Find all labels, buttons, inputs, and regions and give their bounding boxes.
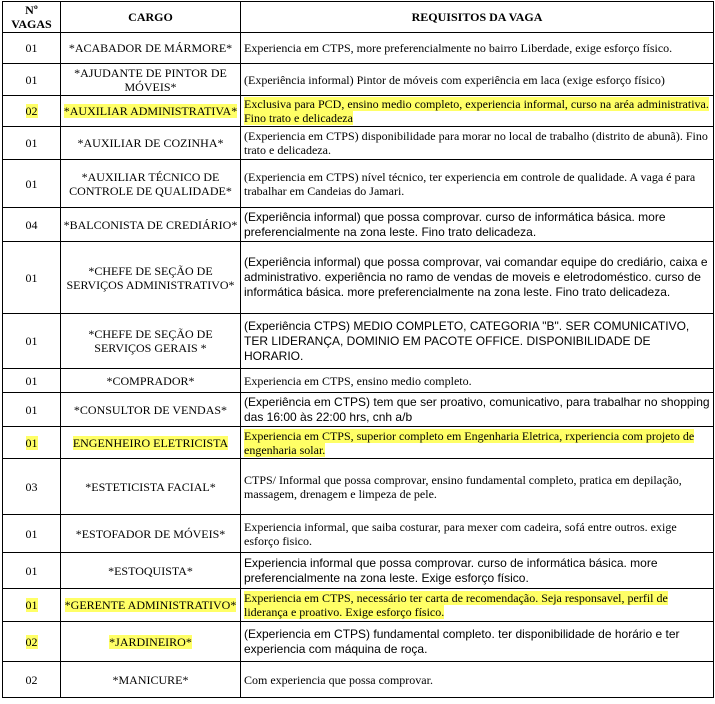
table-row [3,427,714,459]
table-row [3,459,714,515]
vagas-cell: 03 [3,459,61,515]
cargo-cell: *MANICURE* [61,662,241,698]
header-vagas: Nº VAGAS [3,2,61,33]
vagas-cell: 01 [3,242,61,314]
requisitos-cell: Experiencia informal, que saiba costurar, para mexer com cadeira, sofá entre outros. exige esforço fisico. [241,515,714,553]
highlighted-text: *GERENTE ADMINISTRATIVO* [64,598,237,612]
cargo-cell [61,589,241,622]
table-row [3,127,714,160]
cargo-cell [61,427,241,459]
vagas-cell: 01 [3,393,61,427]
header-row [3,2,714,33]
table-row [3,242,714,314]
highlighted-text: *JARDINEIRO* [109,634,192,649]
highlighted-text: ENGENHEIRO ELETRICISTA [72,435,229,450]
cargo-cell [61,622,241,662]
highlighted-text: 01 [25,598,38,612]
requisitos-cell [241,96,714,127]
table-row [3,515,714,553]
table-row [3,208,714,242]
requisitos-cell: Experiencia informal que possa comprovar. curso de informática básica. more preferencialmente na zona leste. Exige esforço físico. [241,553,714,589]
table-row [3,662,714,698]
highlighted-text: 02 [25,104,38,118]
highlighted-text: 01 [25,435,38,450]
cargo-cell [61,96,241,127]
cargo-cell: *CHEFE DE SEÇÃO DE SERVIÇOS ADMINISTRATIVO* [61,242,241,314]
table-row [3,96,714,127]
requisitos-cell [241,427,714,459]
cargo-cell: *AJUDANTE DE PINTOR DE MÓVEIS* [61,64,241,96]
vagas-cell: 01 [3,553,61,589]
requisitos-cell: Com experiencia que possa comprovar. [241,662,714,698]
vagas-cell: 01 [3,369,61,393]
vagas-cell [3,427,61,459]
vagas-cell: 04 [3,208,61,242]
vagas-cell: 01 [3,127,61,160]
requisitos-cell: (Experiencia em CTPS) nível técnico, ter experiencia em controle de qualidade. A vaga é para trabalhar em Candeias do Jamari. [241,160,714,208]
cargo-cell: *ACABADOR DE MÁRMORE* [61,33,241,64]
vagas-cell: 01 [3,64,61,96]
table-row [3,369,714,393]
vagas-cell [3,96,61,127]
highlighted-text: Experiencia em CTPS, superior completo em Engenharia Eletrica, rxperiencia com projeto de engenharia solar. [244,428,695,457]
requisitos-cell: (Experiência em CTPS) tem que ser proativo, comunicativo, para trabalhar no shopping das 16:00 às 22:00 hrs, cnh a/b [241,393,714,427]
table-row [3,314,714,369]
table-row [3,393,714,427]
cargo-cell: *AUXILIAR TÉCNICO DE CONTROLE DE QUALIDADE* [61,160,241,208]
highlighted-text: Exclusiva para PCD, ensino medio completo, experiencia informal, curso na aréa administrativa. Fino trato e delicadeza [244,97,709,125]
requisitos-cell: Experiencia em CTPS, ensino medio completo. [241,369,714,393]
requisitos-cell: (Experiência CTPS) MEDIO COMPLETO, CATEGORIA "B". SER COMUNICATIVO, TER LIDERANÇA, DOMINIO EM PACOTE OFFICE. DISPONIBILIDADE DE HORARIO. [241,314,714,369]
header-cargo: CARGO [61,2,241,33]
vagas-cell: 01 [3,160,61,208]
table-row [3,64,714,96]
cargo-cell: *CONSULTOR DE VENDAS* [61,393,241,427]
cargo-cell: *ESTOFADOR DE MÓVEIS* [61,515,241,553]
highlighted-text: Experiencia em CTPS, necessário ter carta de recomendação. Seja responsavel, perfil de liderança e proativo. Exige esforço físico. [244,591,668,619]
vagas-cell: 01 [3,33,61,64]
vagas-cell [3,589,61,622]
requisitos-cell: (Experiência informal) que possa comprovar, vai comandar equipe do crediário, caixa e administrativo. experiência no ramo de vendas de moveis e eletrodoméstico. curso de informática básica. more preferencialmente na zona leste. Fino trato delicadeza. [241,242,714,314]
table-row [3,622,714,662]
cargo-cell: *COMPRADOR* [61,369,241,393]
vagas-cell [3,622,61,662]
requisitos-cell: (Experiencia em CTPS) fundamental completo. ter disponibilidade de horário e ter experiencia com máquina de roça. [241,622,714,662]
cargo-cell: *BALCONISTA DE CREDIÁRIO* [61,208,241,242]
highlighted-text: *AUXILIAR ADMINISTRATIVA* [63,104,238,118]
job-vacancies-table [2,1,714,698]
cargo-cell: *AUXILIAR DE COZINHA* [61,127,241,160]
vagas-cell: 02 [3,662,61,698]
header-requisitos: REQUISITOS DA VAGA [241,2,714,33]
highlighted-text: 02 [25,634,38,649]
cargo-cell: *ESTETICISTA FACIAL* [61,459,241,515]
vagas-cell: 01 [3,515,61,553]
table-row [3,160,714,208]
cargo-cell: *CHEFE DE SEÇÃO DE SERVIÇOS GERAIS * [61,314,241,369]
table-row [3,589,714,622]
requisitos-cell: CTPS/ Informal que possa comprovar, ensino fundamental completo, pratica em depilação, massagem, drenagem e limpeza de pele. [241,459,714,515]
requisitos-cell: Experiencia em CTPS, more preferencialmente no bairro Liberdade, exige esforço físico. [241,33,714,64]
requisitos-cell: (Experiência informal) Pintor de móveis com experiência em laca (exige esforço físico) [241,64,714,96]
table-row [3,33,714,64]
requisitos-cell: (Experiência informal) que possa comprovar. curso de informática básica. more preferencialmente na zona leste. Fino trato delicadeza. [241,208,714,242]
vagas-cell: 01 [3,314,61,369]
requisitos-cell [241,589,714,622]
cargo-cell: *ESTOQUISTA* [61,553,241,589]
table-row [3,553,714,589]
requisitos-cell: (Experiencia em CTPS) disponibilidade para morar no local de trabalho (distrito de abunã). Fino trato e delicadeza. [241,127,714,160]
